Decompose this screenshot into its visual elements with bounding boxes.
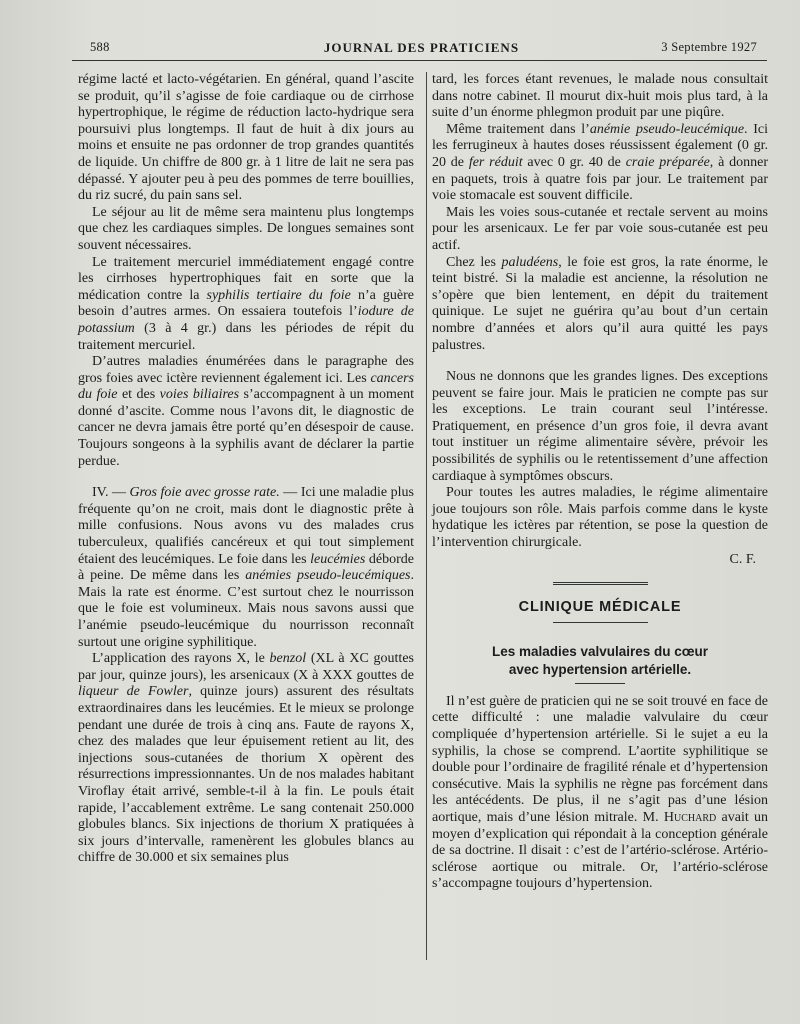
paragraph: régime lacté et lacto-végétarien. En général, quand l’ascite se produit, qu’il s’agisse de foie cardiaque ou de cirrhose hypertrophique, le régime de réduction lacto-hydrique sera poursuivi plus longtemps. Il faut de huit à dix jours au moins et ensuite ne pas ordonner de trop grandes quantités de liquide. Un chiffre de 800 gr. à 1 litre de lait ne sera pas dépassé. Y ajouter peu à peu des pommes de terre bouillies, du riz sucré, du pain sans sel.: [78, 72, 414, 204]
paragraph: tard, les forces étant revenues, le malade nous consultait dans notre cabinet. Il mourut dix-huit mois plus tard, à la suite d’un énorme phlegmon produit par une piqûre.: [432, 72, 768, 121]
article-title-rule: [575, 683, 625, 684]
column-divider: [426, 72, 427, 960]
paragraph: Même traitement dans l’anémie pseudo-leucémique. Ici les ferrugineux à hautes doses réussissent également (0 gr. 20 de fer réduit avec 0 gr. 40 de craie préparée, à donner en paquets, trois à quatre fois par jour. Le traitement par voie stomacale est souvent difficile.: [432, 121, 769, 204]
section-iv-paragraph: IV. — Gros foie avec grosse rate. — Ici une maladie plus fréquente qu’on ne croit, mais dont le diagnostic prête à mille confusions. Nous avons vu des malades crus tuberculeux, qualifiés cancéreux et qui tout simplement étaient des leucémiques. Le foie dans les leucémies déborde à peine. De même dans les anémies pseudo-leucémiques. Mais la rate est énorme. C’est surtout chez le nourrisson que le foie est volumineux. Mais nous savons aussi que l’anémie pseudo-leucémique du nourrisson reconnaît surtout une origine syphilitique.: [78, 485, 414, 650]
paragraph: Le séjour au lit de même sera maintenu plus longtemps que chez les cardiaques simples. De longues semaines sont souvent nécessaires.: [78, 204, 414, 253]
paragraph: Le traitement mercuriel immédiatement engagé contre les cirrhoses hypertrophiques fait en sorte que la médication contre la syphilis tertiaire du foie n’a guère besoin d’autres armes. On essaiera toutefois l’iodure de potassium (3 à 4 gr.) dans les périodes de répit du traitement mercuriel.: [78, 254, 414, 353]
section-title: CLINIQUE MÉDICALE: [518, 599, 682, 616]
paragraph: Il n’est guère de praticien qui ne se soit trouvé en face de cette difficulté : une maladie valvulaire du cœur compliquée d’hypertension artérielle. Si le sujet a eu la syphilis, la chose se comprend. L’aortite syphilitique se double pour l’ordinaire de fragilité rénale et d’hypertension consécutive. Mais la syphilis ne règne pas forcément dans les antécédents. De plus, il ne s’agit pas d’une lésion aortique, mais d’une lésion mitrale. M. Huchard avait un moyen d’explication qui répondait à la conception générale de sa doctrine. Il disait : c’est de l’artério-sclérose. Artério-sclérose aortique ou mitrale. Or, l’artério-sclérose s’accompagne toujours d’hypertension.: [432, 693, 768, 892]
page-header: [80, 40, 763, 60]
page-number: 588: [90, 40, 110, 54]
paragraph: Mais les voies sous-cutanée et rectale servent au moins pour les arsenicaux. Le fer par voie sous-cutanée est peu actif.: [432, 204, 768, 253]
paragraph: D’autres maladies énumérées dans le paragraphe des gros foies avec ictère reviennent également ici. Les cancers du foie et des voies biliaires s’accompagnent à un moment donné d’ascite. Comme nous l’avons dit, le diagnostic de cancer ne devra jamais être porté qu’en désespoir de cause. Toujours songeons à la syphilis avant de déclarer la partie perdue.: [78, 354, 414, 469]
paragraph: Chez les paludéens, le foie est gros, la rate énorme, le teint bistré. Si la maladie est ancienne, la résolution ne s’opère que bien lentement, en dépit du traitement quinique. Le sujet ne guérira qu’au bout d’un certain nombre d’années et alors qu’il aura quitté les pays palustres.: [432, 254, 768, 353]
paragraph: Nous ne donnons que les grandes lignes. Des exceptions peuvent se faire jour. Mais le praticien ne compte pas sur les exceptions. Le train courant seul l’intéresse. Pratiquement, en présence d’un gros foie, il devra avant tout instituer un régime alimentaire sévère, prévoir les possibilités de syphilis ou le retentissement d’une affection cardiaque à symptômes obscurs.: [432, 369, 768, 484]
issue-date: 3 Septembre 1927: [661, 40, 757, 54]
paragraph: L’application des rayons X, le benzol (XL à XC gouttes par jour, quinze jours), les arsenicaux (X à XXX gouttes de liqueur de Fowler, quinze jours) assurent des résultats extraordinaires dans les leucémies. Et le mieux se prolonge pendant une durée de trois à cinq ans. Faute de rayons X, chez des malades que leur épuisement retient au lit, des injections sous-cutanées de thorium X opèrent des résurrections impressionnantes. Un de nos malades habitant Viroflay était arrivé, semble-t-il à la fin. Le pouls était rapide, l’accablement extrême. Le sang contenait 250.000 globules blancs. Six injections de thorium X pratiquées à six jours d’intervalle, ramenèrent les globules blancs au chiffre de 30.000 et six semaines plus: [78, 651, 414, 866]
header-rule: [72, 60, 767, 61]
right-column: [432, 72, 768, 893]
article-title: Les maladies valvulaires du cœur avec hypertension artérielle.: [491, 643, 709, 677]
author-signature: C. F.: [729, 551, 756, 567]
left-column: [78, 72, 414, 867]
section-title-rule: [553, 622, 648, 623]
journal-title: JOURNAL DES PRATICIENS: [323, 40, 520, 55]
section-ornament-rule: [553, 582, 648, 587]
signature-line: [432, 552, 768, 569]
paragraph: Pour toutes les autres maladies, le régime alimentaire joue toujours son rôle. Mais parfois comme dans le kyste hydatique les ictères par rétention, se pose la question de l’intervention chirurgicale.: [432, 485, 768, 551]
